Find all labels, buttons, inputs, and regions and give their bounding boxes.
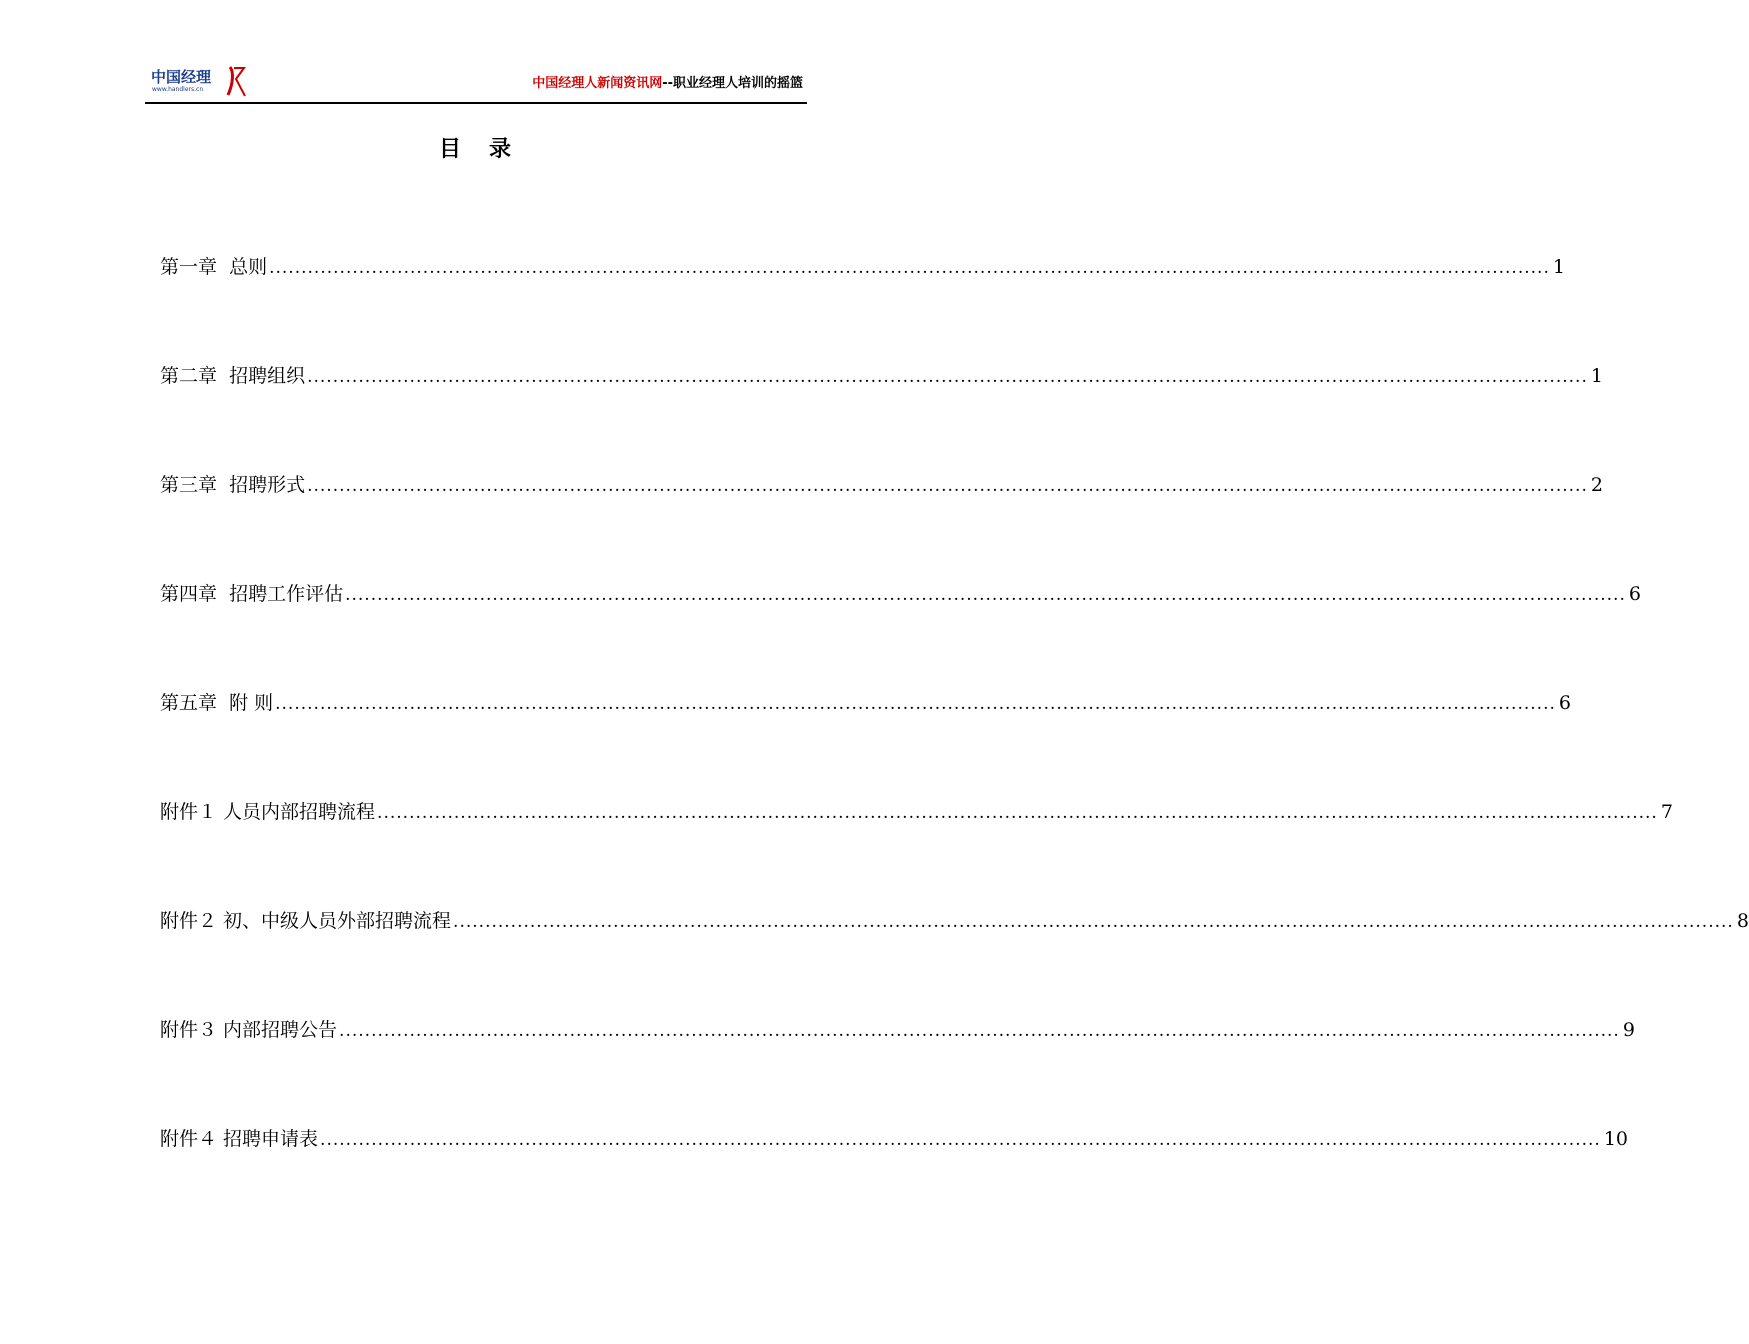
- toc-entry[interactable]: [160, 579, 1641, 688]
- toc-leader: ........................................................................................................................................................................................................: [275, 694, 1556, 714]
- page-title: 目录: [438, 137, 539, 162]
- toc-entry-page: 7: [1660, 801, 1673, 823]
- toc-leader: ........................................................................................................................................................................................................: [339, 1021, 1620, 1041]
- logo-url: www.handlers.cn: [152, 86, 204, 93]
- toc-leader: ........................................................................................................................................................................................................: [307, 476, 1588, 496]
- page-header: [145, 62, 807, 104]
- toc-leader: ........................................................................................................................................................................................................: [345, 585, 1626, 605]
- toc-entry[interactable]: [160, 252, 1565, 361]
- toc-leader: ........................................................................................................................................................................................................: [320, 1130, 1601, 1150]
- toc-entry[interactable]: [160, 361, 1603, 470]
- toc-entry-page: 2: [1590, 474, 1603, 496]
- toc-entry[interactable]: [160, 906, 1749, 1015]
- toc-entry-page: 6: [1628, 583, 1641, 605]
- slogan-site-name: 中国经理人新闻资讯网: [532, 76, 663, 91]
- toc-leader: ........................................................................................................................................................................................................: [307, 367, 1588, 387]
- toc-entry[interactable]: [160, 688, 1571, 797]
- toc-entry-label: 第二章 招聘组织: [160, 365, 306, 387]
- logo-text: 中国经理: [151, 68, 212, 86]
- toc-leader: ........................................................................................................................................................................................................: [269, 258, 1550, 278]
- toc-entry[interactable]: [160, 470, 1603, 579]
- table-of-contents: [160, 252, 1749, 1233]
- toc-entry[interactable]: [160, 1124, 1628, 1233]
- toc-entry[interactable]: [160, 797, 1673, 906]
- toc-leader: ........................................................................................................................................................................................................: [453, 912, 1734, 932]
- toc-entry-page: 1: [1552, 256, 1565, 278]
- toc-entry[interactable]: [160, 1015, 1635, 1124]
- toc-entry-label: 附件３ 内部招聘公告: [160, 1019, 338, 1041]
- header-divider: [145, 102, 807, 104]
- toc-entry-label: 第四章 招聘工作评估: [160, 583, 344, 605]
- toc-entry-page: 10: [1603, 1128, 1628, 1150]
- toc-entry-label: 附件４ 招聘申请表: [160, 1128, 319, 1150]
- toc-entry-page: 6: [1558, 692, 1571, 714]
- toc-entry-page: 9: [1622, 1019, 1635, 1041]
- toc-entry-label: 第三章 招聘形式: [160, 474, 306, 496]
- toc-leader: ........................................................................................................................................................................................................: [377, 803, 1658, 823]
- slogan-tagline: --职业经理人培训的摇篮: [662, 76, 803, 91]
- toc-entry-label: 附件１ 人员内部招聘流程: [160, 801, 376, 823]
- toc-entry-page: 8: [1736, 910, 1749, 932]
- toc-entry-label: 附件２ 初、中级人员外部招聘流程: [160, 910, 452, 932]
- logo-mark-icon: [225, 64, 247, 100]
- header-slogan: [532, 72, 803, 91]
- toc-entry-label: 第五章 附 则: [160, 692, 274, 714]
- toc-entry-label: 第一章 总则: [160, 256, 268, 278]
- site-logo[interactable]: [151, 64, 251, 100]
- toc-entry-page: 1: [1590, 365, 1603, 387]
